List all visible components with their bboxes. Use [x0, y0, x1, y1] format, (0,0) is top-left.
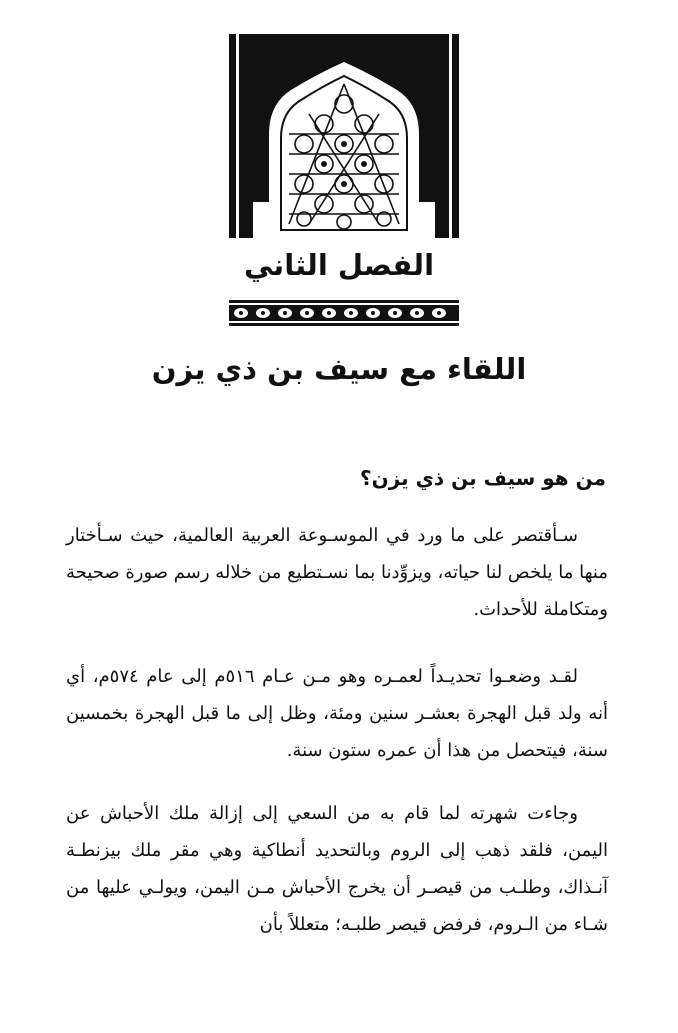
paragraph-2: لقـد وضعـوا تحديـداً لعمـره وهو مـن عـام ٥١٦م إلى عام ٥٧٤م، أي أنه ولد قبل الهجرة بعشـر سنين ومئة، وظل إلى ما قبل الهجرة بخمسين سنة، فيتحصل من هذا أن عمره ستون سنة.	[66, 666, 608, 761]
arch-ornament-icon	[229, 34, 459, 238]
decorative-divider-icon	[229, 300, 459, 326]
section-heading: من هو سيف بن ذي يزن؟	[360, 466, 606, 490]
paragraph-1: سـأقتصر على ما ورد في الموسـوعة العربية العالمية، حيث سـأختار منها ما يلخص لنا حياته، ويزوِّدنا بما نسـتطيع من خلاله رسم صورة صحيحة ومتكاملة للأحداث.	[66, 525, 608, 620]
chapter-label: الفصل الثاني	[243, 248, 435, 282]
chapter-title: اللقاء مع سيف بن ذي يزن	[151, 352, 527, 386]
paragraph-3: وجاءت شهرته لما قام به من السعي إلى إزالة ملك الأحباش عن اليمن، فلقد ذهب إلى الروم وبالتحديد أنطاكية وهي مقر ملك بيزنطـة آنـذاك، وطلـب من قيصـر أن يخرج الأحباش مـن اليمن، ويولـي عليها من شـاء من الـروم، فرفض قيصر طلبـه؛ متعللاً بأن	[66, 803, 608, 935]
